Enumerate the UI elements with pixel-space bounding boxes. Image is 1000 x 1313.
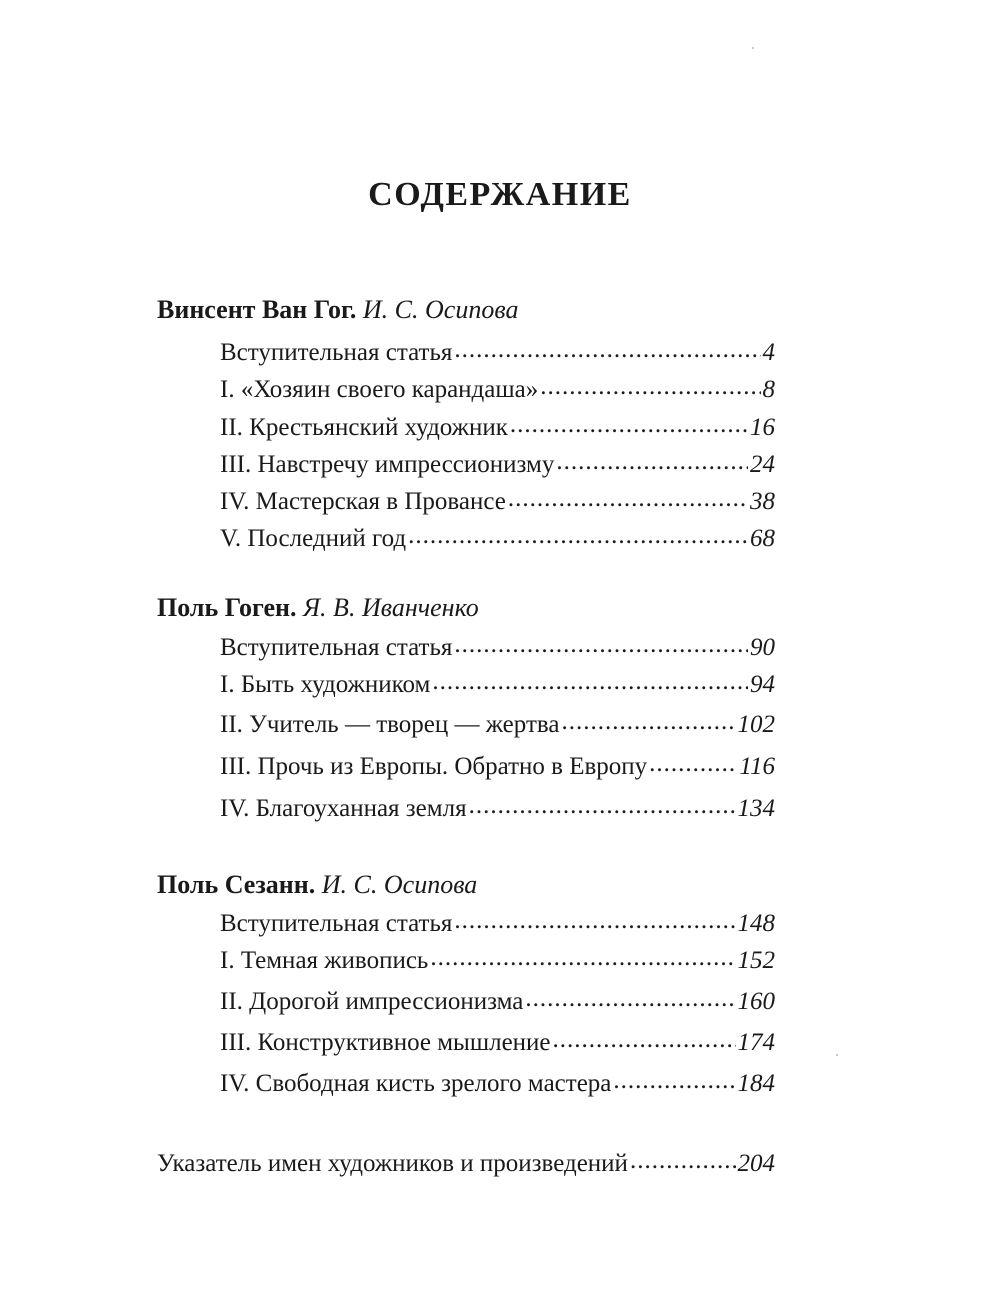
toc-entry-label: I. «Хозяин своего карандаша»: [220, 376, 539, 403]
toc-entry[interactable]: [220, 707, 775, 739]
toc-entry-page: 94: [750, 671, 775, 698]
toc-entry-page: 16: [750, 414, 775, 441]
dot-leader: [508, 484, 748, 509]
toc-entry-label: Вступительная статья: [220, 634, 453, 661]
dot-leader: [553, 1025, 736, 1050]
toc-entry-page: 204: [737, 1150, 775, 1177]
toc-entry-label: III. Конструктивное мышление: [220, 1029, 551, 1056]
toc-entry-page: 90: [750, 634, 775, 661]
toc-entry-page: 116: [739, 753, 775, 780]
toc-entry[interactable]: [220, 630, 775, 662]
toc-entry-label: II. Учитель — творец — жертва: [220, 711, 560, 738]
toc-entry-page: 160: [737, 988, 775, 1015]
toc-entry[interactable]: [220, 749, 775, 781]
toc-entry-label: IV. Свободная кисть зрелого мастера: [220, 1070, 612, 1097]
dot-leader: [454, 335, 760, 360]
section-heading-cezanne: [157, 870, 477, 900]
toc-entry[interactable]: [220, 906, 775, 938]
toc-entry-label: IV. Мастерская в Провансе: [220, 488, 506, 515]
toc-index-entry[interactable]: [157, 1146, 775, 1178]
toc-entry-label: Вступительная статья: [220, 339, 453, 366]
toc-entry[interactable]: [220, 447, 775, 479]
paper-speck: [752, 47, 754, 49]
paper-speck: [836, 1054, 838, 1056]
dot-leader: [556, 447, 748, 472]
toc-entry[interactable]: [220, 943, 775, 975]
toc-entry-label: III. Навстречу импрессионизму: [220, 451, 555, 478]
toc-entry-page: 8: [762, 376, 775, 403]
toc-entry-label: V. Последний год: [220, 525, 407, 552]
toc-entry[interactable]: [220, 335, 775, 367]
section-artist-name: Поль Сезанн.: [157, 870, 316, 899]
toc-entry[interactable]: [220, 791, 775, 823]
dot-leader: [630, 1146, 736, 1171]
page-title: СОДЕРЖАНИЕ: [368, 176, 632, 213]
toc-entry-page: 102: [737, 711, 775, 738]
toc-entry-page: 184: [737, 1070, 775, 1097]
toc-entry-label: Вступительная статья: [220, 910, 453, 937]
toc-entry-label: I. Быть художником: [220, 671, 431, 698]
toc-entry-label: IV. Благоуханная земля: [220, 795, 467, 822]
section-author: Я. В. Иванченко: [302, 593, 479, 622]
dot-leader: [649, 749, 737, 774]
section-heading-gauguin: [157, 593, 479, 623]
section-author: И. С. Осипова: [321, 870, 478, 899]
section-heading-van-gogh: [157, 295, 518, 325]
toc-entry-label: II. Крестьянский художник: [220, 414, 508, 441]
toc-entry[interactable]: [220, 410, 775, 442]
toc-entry-label: II. Дорогой импрессионизма: [220, 988, 524, 1015]
toc-entry-page: 68: [750, 525, 775, 552]
toc-entry-label: Указатель имен художников и произведений: [157, 1150, 628, 1177]
toc-entry-page: 148: [737, 910, 775, 937]
dot-leader: [432, 667, 748, 692]
toc-entry-page: 134: [737, 795, 775, 822]
dot-leader: [613, 1066, 735, 1091]
toc-entry[interactable]: [220, 484, 775, 516]
toc-entry[interactable]: [220, 1025, 775, 1057]
toc-entry-label: III. Прочь из Европы. Обратно в Европу: [220, 753, 648, 780]
toc-entry-page: 38: [750, 488, 775, 515]
section-artist-name: Поль Гоген.: [157, 593, 297, 622]
dot-leader: [540, 372, 760, 397]
toc-entry-page: 152: [737, 947, 775, 974]
toc-entry[interactable]: [220, 667, 775, 699]
section-artist-name: Винсент Ван Гог.: [157, 295, 357, 324]
dot-leader: [454, 630, 748, 655]
dot-leader: [510, 410, 748, 435]
toc-entry[interactable]: [220, 1066, 775, 1098]
dot-leader: [454, 906, 735, 931]
section-author: И. С. Осипова: [362, 295, 519, 324]
dot-leader: [469, 791, 736, 816]
toc-entry[interactable]: [220, 984, 775, 1016]
toc-entry[interactable]: [220, 521, 775, 553]
dot-leader: [430, 943, 735, 968]
toc-entry-label: I. Темная живопись: [220, 947, 429, 974]
toc-entry[interactable]: [220, 372, 775, 404]
dot-leader: [408, 521, 748, 546]
toc-entry-page: 4: [762, 339, 775, 366]
dot-leader: [525, 984, 735, 1009]
toc-entry-page: 24: [750, 451, 775, 478]
toc-entry-page: 174: [737, 1029, 775, 1056]
dot-leader: [561, 707, 735, 732]
